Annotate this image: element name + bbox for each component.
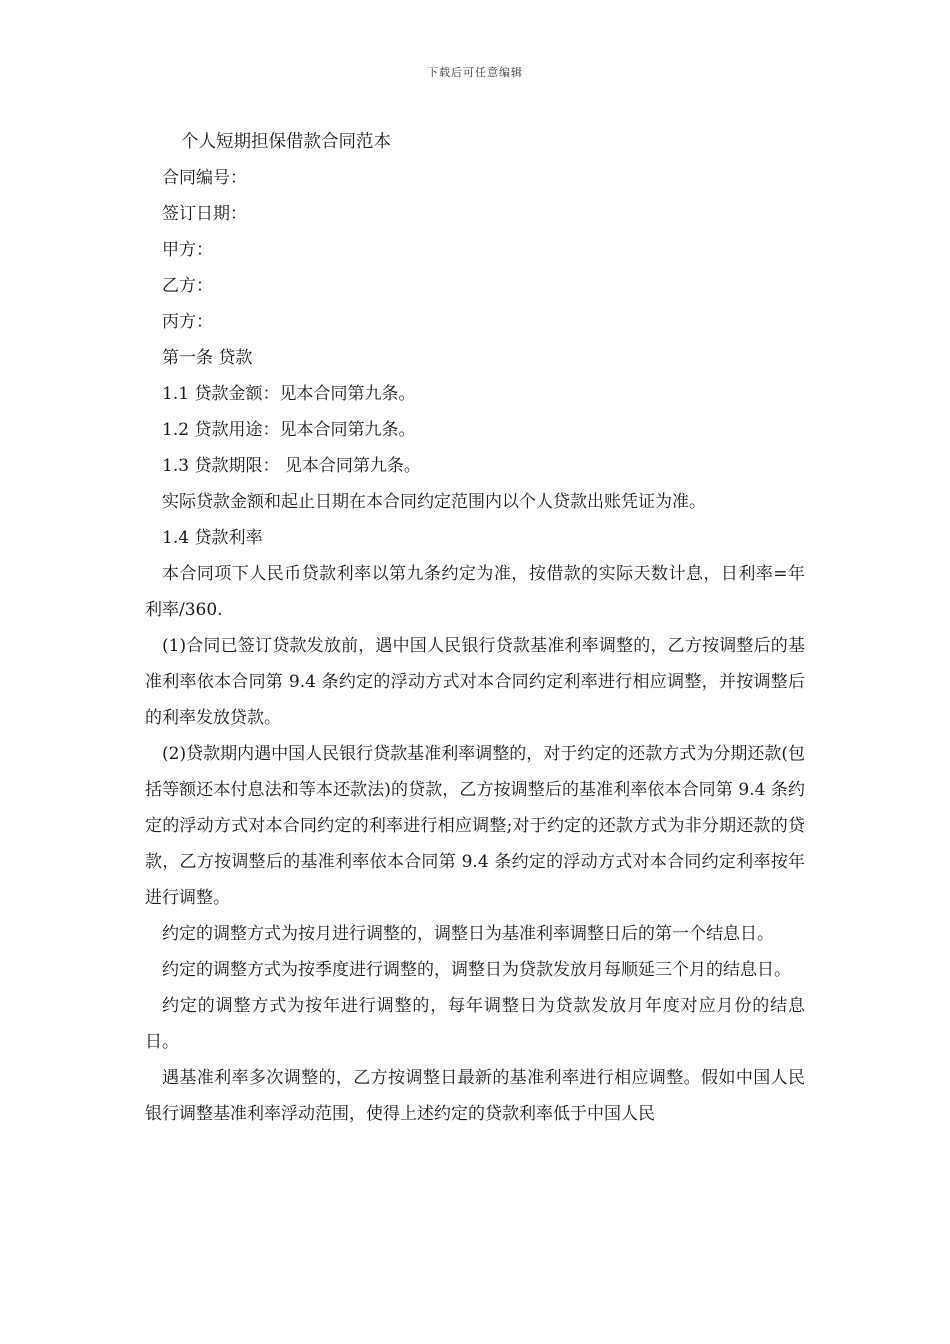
paragraph: 约定的调整方式为按年进行调整的，每年调整日为贷款发放月年度对应月份的结息日。: [145, 996, 805, 1052]
document-title: 个人短期担保借款合同范本: [181, 132, 391, 152]
field-sign-date: 签订日期：: [162, 204, 247, 224]
header-note: 下载后可任意编辑: [427, 66, 523, 79]
field-party-a: 甲方：: [162, 240, 213, 260]
paragraph: 约定的调整方式为按季度进行调整的，调整日为贷款发放月每顺延三个月的结息日。: [162, 960, 791, 980]
paragraph: 遇基准利率多次调整的，乙方按调整日最新的基准利率进行相应调整。假如中国人民银行调整基准利率浮动范围，使得上述约定的贷款利率低于中国人民: [145, 1068, 805, 1124]
document-body: [145, 124, 805, 1132]
article-1-actual-note: 实际贷款金额和起止日期在本合同约定范围内以个人贷款出账凭证为准。: [162, 492, 706, 512]
paragraph: 本合同项下人民币贷款利率以第九条约定为准，按借款的实际天数计息，日利率=年利率/360.: [145, 564, 805, 620]
paragraph: (2)贷款期内遇中国人民银行贷款基准利率调整的，对于约定的还款方式为分期还款(包括等额还本付息法和等本还款法)的贷款，乙方按调整后的基准利率依本合同第 9.4 条约定的浮动方式对本合同约定的利率进行相应调整;对于约定的还款方式为非分期还款的贷款，乙方按调整后的基准利率依本合同第 9.4 条约定的浮动方式对本合同约定利率按年进行调整。: [145, 744, 805, 908]
article-1-heading: 第一条 贷款: [162, 348, 253, 368]
paragraph: (1)合同已签订贷款发放前，遇中国人民银行贷款基准利率调整的，乙方按调整后的基准利率依本合同第 9.4 条约定的浮动方式对本合同约定利率进行相应调整，并按调整后的利率发放贷款。: [145, 636, 805, 728]
article-1-item-2: 1.2 贷款用途：见本合同第九条。: [162, 420, 416, 440]
field-contract-number: 合同编号：: [162, 168, 247, 188]
article-1-item-1: 1.1 贷款金额：见本合同第九条。: [162, 384, 416, 404]
paragraph: 约定的调整方式为按月进行调整的，调整日为基准利率调整日后的第一个结息日。: [162, 924, 774, 944]
article-1-item-4: 1.4 贷款利率: [162, 528, 263, 548]
article-1-item-3: 1.3 贷款期限： 见本合同第九条。: [162, 456, 421, 476]
field-party-c: 丙方：: [162, 312, 213, 332]
field-party-b: 乙方：: [162, 276, 213, 296]
